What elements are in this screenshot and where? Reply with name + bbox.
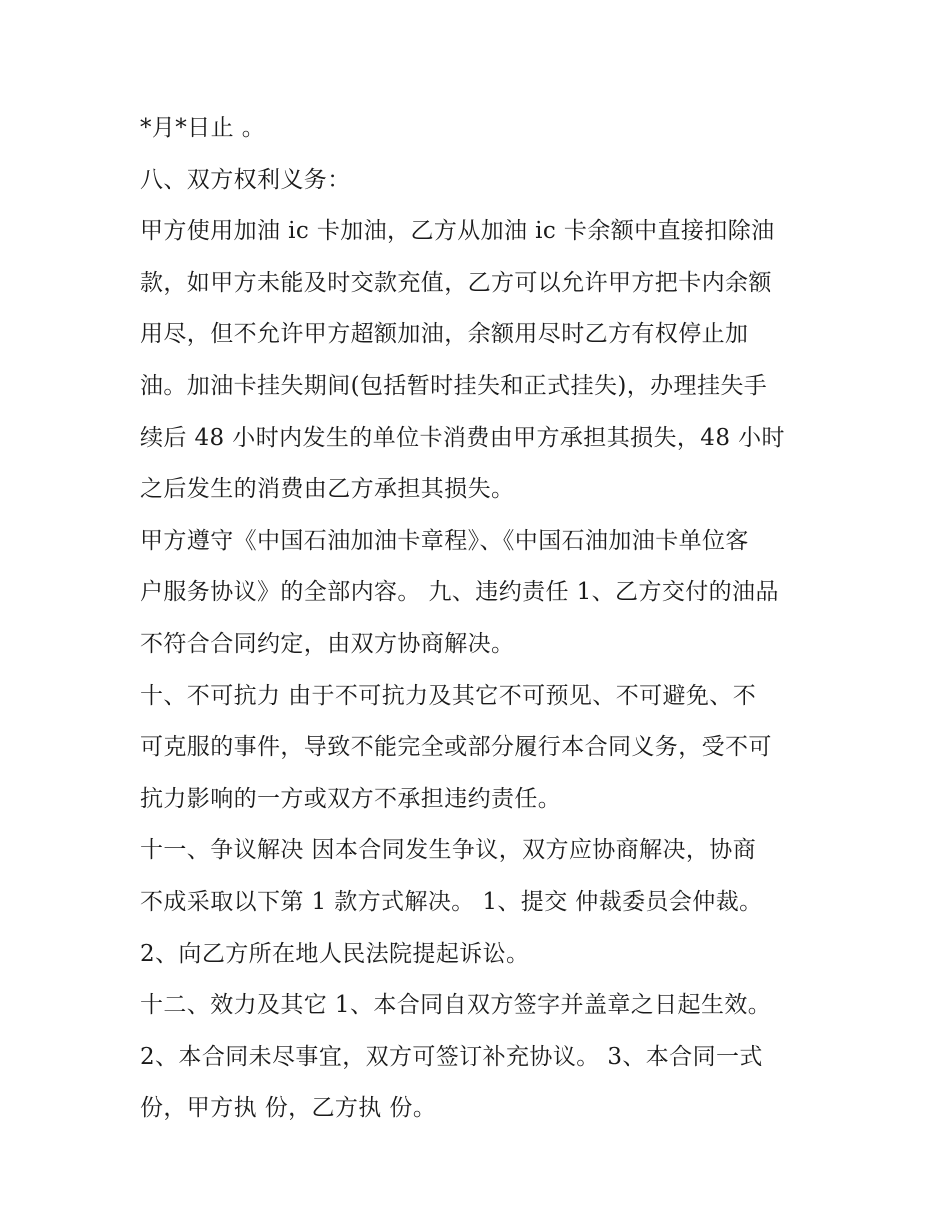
- text-line: 油。加油卡挂失期间(包括暂时挂失和正式挂失)，办理挂失手: [140, 372, 768, 399]
- text-line: 可克服的事件，导致不能完全或部分履行本合同义务，受不可: [140, 734, 772, 761]
- section-dispute-resolution: 十一、争议解决 因本合同发生争议，双方应协商解决，协商: [140, 837, 757, 864]
- text-line: 份，甲方执 份，乙方执 份。: [140, 1095, 437, 1122]
- text-line: 续后 48 小时内发生的单位卡消费由甲方承担其损失，48 小时: [140, 424, 785, 451]
- text-line: 甲方遵守《中国石油加油卡章程》、《中国石油加油卡单位客: [140, 527, 749, 554]
- text-line: 户服务协议》的全部内容。 九、违约责任 1、乙方交付的油品: [140, 579, 779, 606]
- section-force-majeure: 十、不可抗力 由于不可抗力及其它不可预见、不可避免、不: [140, 682, 757, 709]
- text-line: 抗力影响的一方或双方不承担违约责任。: [140, 785, 562, 812]
- document-body: [140, 103, 820, 1135]
- text-line: 甲方使用加油 ic 卡加油，乙方从加油 ic 卡余额中直接扣除油: [140, 218, 775, 245]
- text-line: 不符合合同约定，由双方协商解决。: [140, 630, 515, 657]
- text-line: *月*日止 。: [140, 115, 266, 141]
- text-line: 2、本合同未尽事宜，双方可签订补充协议。 3、本合同一式: [140, 1043, 763, 1070]
- text-line: 之后发生的消费由乙方承担其损失。: [140, 476, 515, 503]
- text-line: 不成采取以下第 1 款方式解决。 1、提交 仲裁委员会仲裁。: [140, 888, 763, 915]
- text-line: 用尽，但不允许甲方超额加油，余额用尽时乙方有权停止加: [140, 321, 749, 348]
- text-line: 2、向乙方所在地人民法院提起诉讼。: [140, 940, 530, 967]
- section-heading-rights-obligations: 八、双方权利义务：: [140, 166, 351, 193]
- section-effect-and-others: 十二、效力及其它 1、本合同自双方签字并盖章之日起生效。: [140, 992, 772, 1019]
- text-line: 款，如甲方未能及时交款充值，乙方可以允许甲方把卡内余额: [140, 269, 772, 296]
